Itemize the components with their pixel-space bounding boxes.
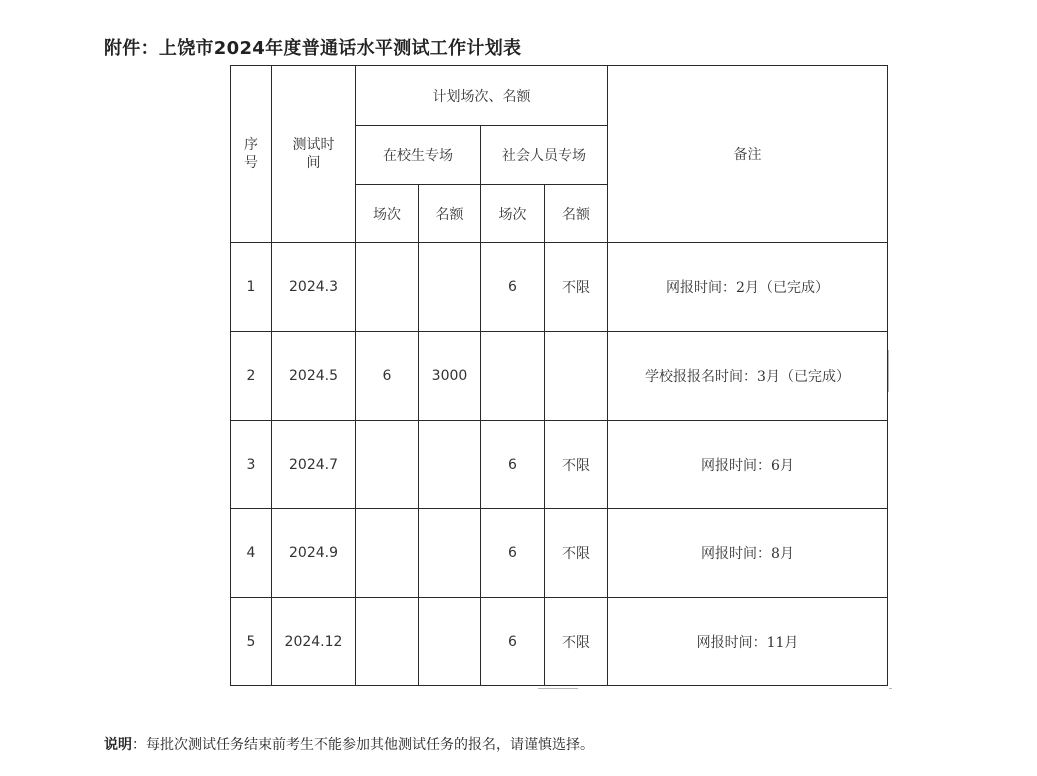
footnote-label: 说明	[104, 737, 132, 753]
row-index: 2	[231, 332, 272, 421]
row-school-sessions	[356, 598, 419, 686]
row-index: 4	[231, 509, 272, 598]
header-public-sessions: 场次	[481, 185, 545, 243]
header-school-group: 在校生专场	[356, 126, 481, 185]
row-index: 5	[231, 598, 272, 686]
page-title: 附件：上饶市2024年度普通话水平测试工作计划表	[104, 38, 522, 59]
row-school-quota	[419, 243, 481, 332]
row-remark: 学校报报名时间：3月（已完成）	[608, 332, 888, 421]
table-row	[231, 421, 888, 509]
row-public-quota: 不限	[545, 243, 608, 332]
footnote-text: ：每批次测试任务结束前考生不能参加其他测试任务的报名，请谨慎选择。	[132, 737, 594, 753]
row-school-sessions	[356, 509, 419, 598]
row-school-sessions	[356, 243, 419, 332]
header-school-sessions: 场次	[356, 185, 419, 243]
header-test-time: 测试时间	[272, 66, 356, 243]
scan-mark	[538, 688, 578, 689]
row-test-time: 2024.3	[272, 243, 356, 332]
row-remark: 网报时间：6月	[608, 421, 888, 509]
header-public-group: 社会人员专场	[481, 126, 608, 185]
row-public-quota	[545, 332, 608, 421]
table-row	[231, 332, 888, 421]
scan-mark	[889, 688, 892, 689]
row-public-sessions	[481, 332, 545, 421]
row-remark: 网报时间：2月（已完成）	[608, 243, 888, 332]
row-remark: 网报时间：11月	[608, 598, 888, 686]
table-row	[231, 598, 888, 686]
table-row	[231, 509, 888, 598]
row-public-sessions: 6	[481, 243, 545, 332]
row-public-quota: 不限	[545, 421, 608, 509]
row-public-sessions: 6	[481, 509, 545, 598]
row-test-time: 2024.12	[272, 598, 356, 686]
header-index: 序号	[231, 66, 272, 243]
header-public-quota: 名额	[545, 185, 608, 243]
footnote	[104, 734, 594, 754]
row-test-time: 2024.9	[272, 509, 356, 598]
row-school-quota: 3000	[419, 332, 481, 421]
row-school-sessions	[356, 421, 419, 509]
row-remark: 网报时间：8月	[608, 509, 888, 598]
row-public-sessions: 6	[481, 598, 545, 686]
row-school-quota	[419, 421, 481, 509]
row-index: 3	[231, 421, 272, 509]
row-test-time: 2024.5	[272, 332, 356, 421]
table-row	[231, 243, 888, 332]
row-public-sessions: 6	[481, 421, 545, 509]
row-school-quota	[419, 598, 481, 686]
header-remarks: 备注	[608, 66, 888, 243]
header-school-quota: 名额	[419, 185, 481, 243]
plan-table	[230, 65, 888, 686]
row-school-sessions: 6	[356, 332, 419, 421]
row-public-quota: 不限	[545, 509, 608, 598]
row-test-time: 2024.7	[272, 421, 356, 509]
row-index: 1	[231, 243, 272, 332]
row-public-quota: 不限	[545, 598, 608, 686]
row-school-quota	[419, 509, 481, 598]
scan-mark	[888, 350, 889, 392]
header-plan-group: 计划场次、名额	[356, 66, 608, 126]
